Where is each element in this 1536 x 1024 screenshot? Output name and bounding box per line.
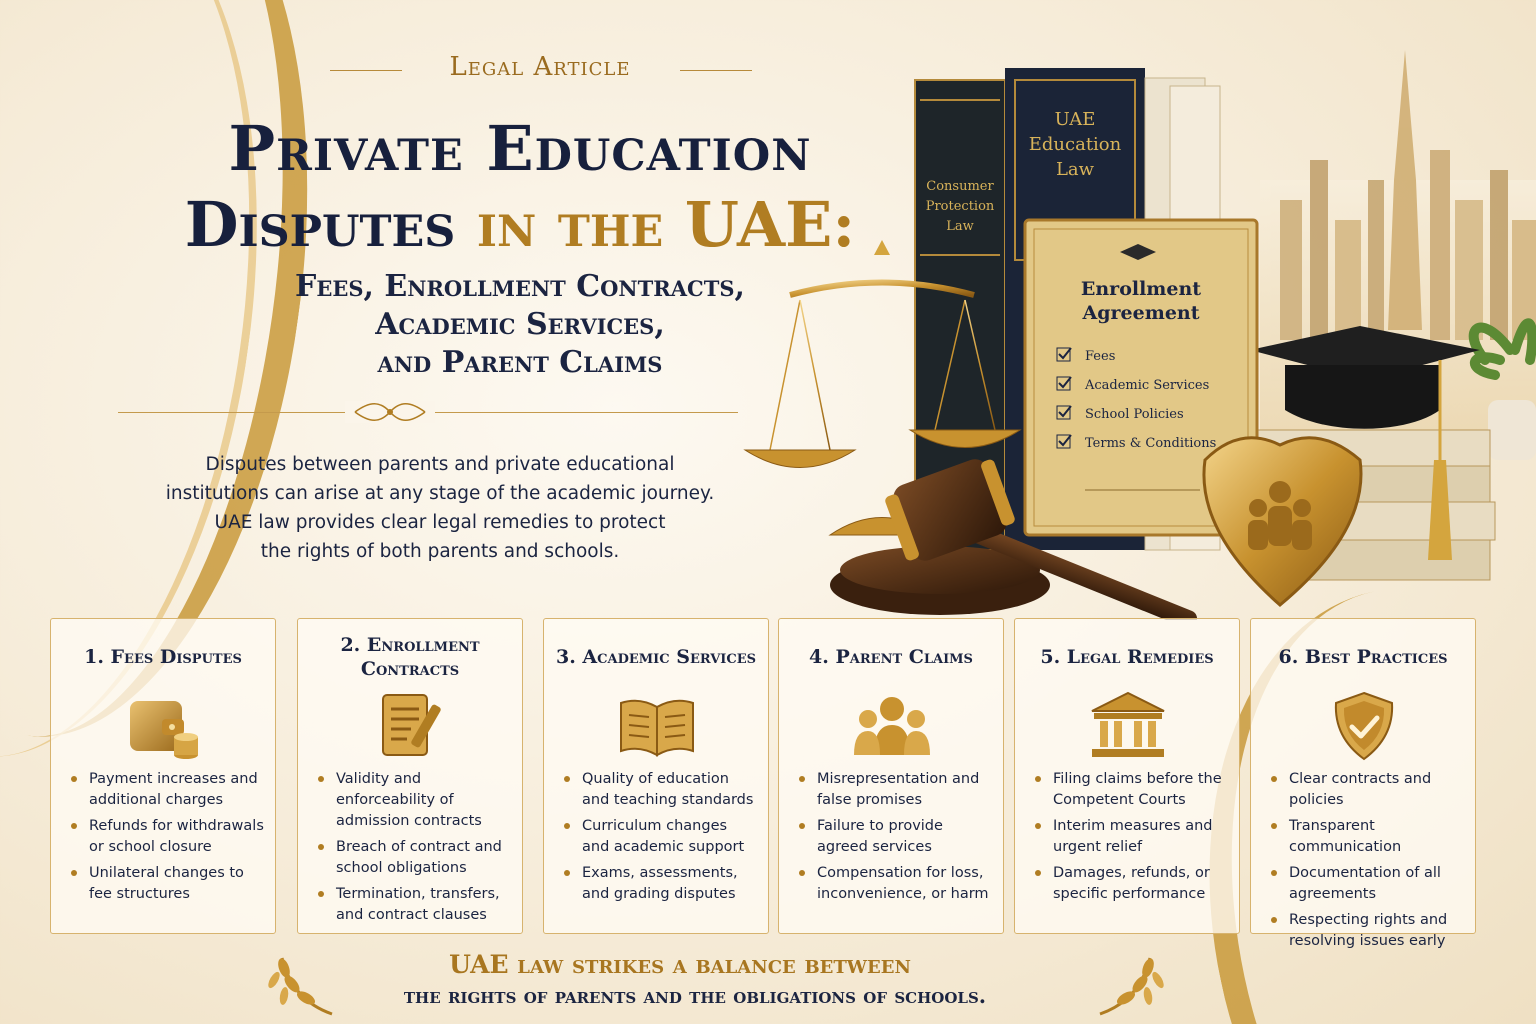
divider-ornament-icon	[345, 401, 435, 423]
bullet-item: Interim measures and urgent relief	[1033, 816, 1229, 858]
bullet-item: Damages, refunds, or specific performance	[1033, 863, 1229, 905]
bullet-item: Clear contracts and policies	[1269, 769, 1465, 811]
card-bullets	[316, 769, 512, 931]
bullet-item: Transparent communication	[1269, 816, 1465, 858]
card-title: 2. Enrollment Contracts	[340, 634, 480, 680]
book-label: Law	[1055, 159, 1095, 180]
book-label: Consumer	[926, 179, 994, 194]
intro-line: the rights of both parents and schools.	[260, 541, 620, 562]
intro-line: UAE law provides clear legal remedies to protect	[214, 512, 666, 533]
footer-line-2: the rights of parents and the obligations of schools.	[403, 983, 987, 1008]
bullet-item: Refunds for withdrawals or school closure	[69, 816, 265, 858]
book-label: Law	[946, 219, 974, 234]
title-word-uae: in the UAE:	[476, 188, 856, 261]
card-bullets	[69, 769, 265, 910]
bullet-item: Termination, transfers, and contract clauses	[316, 884, 512, 926]
bullet-item: Unilateral changes to fee structures	[69, 863, 265, 905]
agreement-item: Terms & Conditions	[1085, 436, 1217, 451]
book-label: Protection	[925, 199, 995, 214]
card-bullets	[562, 769, 758, 910]
bullet-item: Breach of contract and school obligations	[316, 837, 512, 879]
bullet-item: Curriculum changes and academic support	[562, 816, 758, 858]
subtitle-line: Fees, Enrollment Contracts,	[295, 269, 745, 304]
bullet-item: Misrepresentation and false promises	[797, 769, 993, 811]
bullet-item: Compensation for loss, inconvenience, or harm	[797, 863, 993, 905]
bullet-item: Quality of education and teaching standards	[562, 769, 758, 811]
page-title-line1: Private Education	[228, 112, 812, 185]
topic-card-fees	[50, 618, 276, 934]
topic-card-parent-claims	[778, 618, 1004, 934]
bullet-item: Failure to provide agreed services	[797, 816, 993, 858]
subtitle-line: Academic Services,	[375, 307, 665, 342]
agreement-item: Fees	[1085, 349, 1116, 364]
shield-check-icon	[1324, 689, 1404, 763]
card-bullets	[797, 769, 993, 910]
agreement-title: Agreement	[1082, 302, 1200, 324]
card-title: 5. Legal Remedies	[1040, 646, 1214, 668]
open-book-icon	[617, 689, 697, 763]
card-bullets	[1033, 769, 1229, 910]
bullet-item: Exams, assessments, and grading disputes	[562, 863, 758, 905]
wallet-coins-icon	[124, 689, 204, 763]
book-label: Education	[1028, 134, 1122, 155]
bullet-item: Filing claims before the Competent Courts	[1033, 769, 1229, 811]
title-word-disputes: Disputes	[184, 188, 456, 261]
topic-card-academic	[543, 618, 769, 934]
bullet-item: Documentation of all agreements	[1269, 863, 1465, 905]
bullet-item: Respecting rights and resolving issues early	[1269, 910, 1465, 952]
agreement-title: Enrollment	[1080, 278, 1202, 300]
courthouse-icon	[1088, 689, 1168, 763]
subtitle-line: and Parent Claims	[377, 345, 663, 380]
bullet-item: Payment increases and additional charges	[69, 769, 265, 811]
legal-illustration	[740, 30, 1536, 620]
book-label: UAE	[1054, 109, 1096, 130]
footer-line-1: UAE law strikes a balance between	[449, 950, 911, 979]
topic-card-enrollment	[297, 618, 523, 934]
people-group-icon	[852, 689, 932, 763]
laurel-right-icon	[1090, 950, 1170, 1018]
card-title: 1. Fees Disputes	[84, 646, 242, 668]
article-kicker: Legal Article	[449, 52, 631, 82]
intro-line: Disputes between parents and private educational	[205, 454, 675, 475]
topic-card-best-practices	[1250, 618, 1476, 949]
card-bullets	[1269, 769, 1465, 957]
agreement-item: School Policies	[1085, 407, 1184, 422]
contract-pen-icon	[371, 689, 451, 763]
card-title: 6. Best Practices	[1278, 646, 1448, 668]
topic-card-legal-remedies	[1014, 618, 1240, 934]
bullet-item: Validity and enforceability of admission contracts	[316, 769, 512, 832]
card-title: 4. Parent Claims	[809, 646, 973, 668]
agreement-item: Academic Services	[1085, 378, 1210, 393]
intro-line: institutions can arise at any stage of the academic journey.	[165, 483, 715, 504]
card-title: 3. Academic Services	[555, 646, 757, 668]
intro-paragraph	[120, 450, 760, 566]
